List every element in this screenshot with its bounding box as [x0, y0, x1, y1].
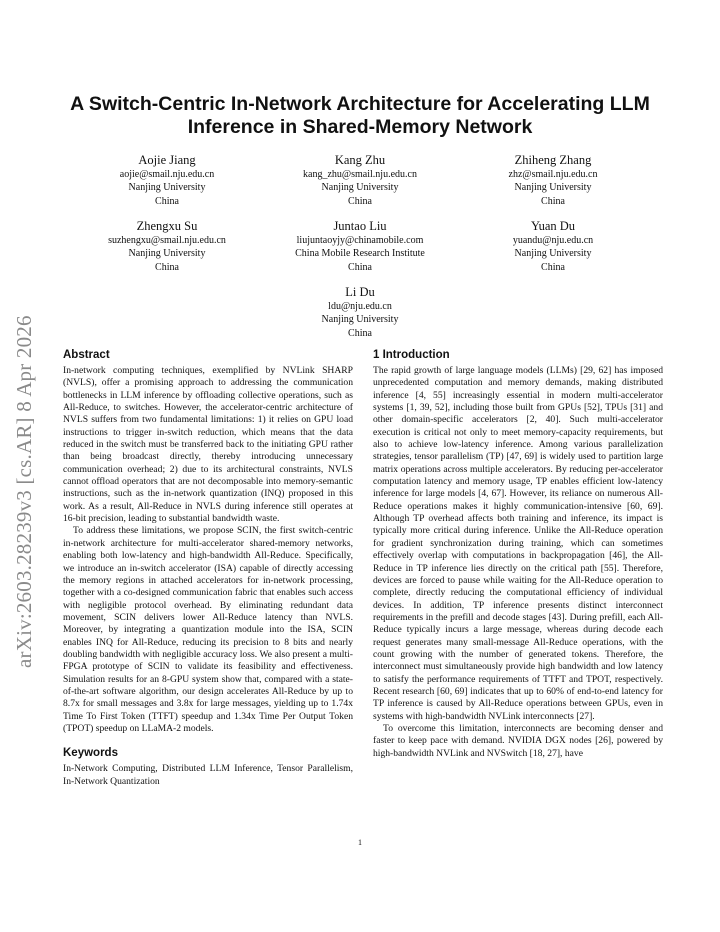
author-name: Yuan Du [530, 219, 576, 233]
author-affiliation: Nanjing University [514, 248, 592, 260]
title-line-2: Inference in Shared-Memory Network [187, 116, 533, 138]
author-email: aojie@smail.nju.edu.cn [119, 169, 215, 180]
keywords-text: In-Network Computing, Distributed LLM Inference, Tensor Parallelism, In-Network Quantization [63, 763, 353, 787]
author-name: Juntao Liu [333, 219, 387, 233]
author-country: China [155, 261, 179, 273]
author-country: China [541, 261, 565, 273]
left-column [63, 348, 353, 788]
author-country: China [541, 195, 565, 207]
author-block [443, 218, 663, 274]
author-block [250, 284, 470, 340]
introduction-paragraph: The rapid growth of large language models (LLMs) [29, 62] has imposed unprecedented computation and memory demands, making distributed inference [4, 55] increasingly essential in modern multi-accelerator systems [1, 39, 52], including those built from GPUs [52], TPUs [31] and other domain-specific accelerators [2, 40]. Such multi-accelerator execution is critical not only to meet memory-capacity requirements, but also to achieve low-latency inference. Among various parallelization strategies, tensor parallelism (TP) [47, 69] is widely used to partition large matrix operations across multiple accelerators. By reducing per-accelerator computation latency and memory usage, TP enables efficient low-latency inference for large models [4, 67]. However, its reliance on numerous All-Reduce operations makes it highly communication-intensive [60, 69]. Although TP overhead affects both training and inference, its impact is typically more critical during inference. Unlike the All-Reduce operation for gradient synchronization during training, which can sometimes effectively overlap with computations in backpropagation [46], the All-Reduce in TP inference lies directly on the critical path [55]. Therefore, devices are forced to pause while waiting for the All-Reduce operation to complete, directly reducing the computational efficiency of individual devices. In addition, TP inference presents distinct interconnect requirements in the prefill and decode stages [43]. During prefill, each All-Reduce typically incurs a large message, whereas during decode each request generates many small-message All-Reduce operations, with the count growing with the number of generated tokens. Therefore, the interconnect must simultaneously provide high bandwidth and low latency to satisfy the performance requirements of TTFT and TPOT, respectively. Recent research [60, 69] indicates that up to 60% of end-to-end latency for TP inference is caused by All-Reduce operations between GPUs, even in systems with high-bandwidth NVLink interconnects [27]. [373, 365, 663, 722]
author-affiliation: Nanjing University [321, 314, 399, 326]
author-email: zhz@smail.nju.edu.cn [508, 169, 598, 180]
author-country: China [348, 261, 372, 273]
author-name: Li Du [345, 285, 375, 299]
author-email: suzhengxu@smail.nju.edu.cn [108, 235, 226, 246]
author-country: China [348, 327, 372, 339]
right-column [373, 348, 663, 760]
author-affiliation: China Mobile Research Institute [295, 248, 425, 260]
author-email: kang_zhu@smail.nju.edu.cn [303, 169, 417, 180]
paper-title [60, 93, 660, 139]
author-name: Kang Zhu [334, 153, 386, 167]
author-affiliation: Nanjing University [128, 248, 206, 260]
author-country: China [348, 195, 372, 207]
keywords-heading: Keywords [63, 747, 118, 760]
author-name: Aojie Jiang [138, 153, 196, 167]
author-email: ldu@nju.edu.cn [328, 301, 392, 312]
author-block [57, 218, 277, 274]
author-block [57, 152, 277, 208]
author-block [250, 152, 470, 208]
arxiv-sidebar-stamp [8, 268, 40, 668]
title-line-1: A Switch-Centric In-Network Architecture for Accelerating LLM [70, 93, 650, 115]
author-email: yuandu@nju.edu.cn [512, 235, 594, 246]
author-name: Zhengxu Su [136, 219, 198, 233]
author-country: China [155, 195, 179, 207]
author-email: liujuntaoyjy@chinamobile.com [296, 235, 424, 246]
introduction-heading: 1 Introduction [373, 349, 450, 361]
introduction-paragraph: To overcome this limitation, interconnects are becoming denser and faster to keep pace with demand. NVIDIA DGX nodes [26], powered by high-bandwidth NVLink and NVSwitch [18, 27], have [373, 722, 663, 759]
arxiv-identifier: arXiv:2603.28239v3 [cs.AR] 8 Apr 2026 [12, 315, 36, 668]
author-name: Zhiheng Zhang [514, 153, 592, 167]
author-block [250, 218, 470, 274]
page-number: 1 [358, 838, 362, 847]
abstract-paragraph: To address these limitations, we propose SCIN, the first switch-centric in-network architecture for multi-accelerator shared-memory networks, enabling both low-latency and high-bandwidth All-Reduce. Specifically, we introduce an in-switch accelerator (ISA) capable of directly accessing the memory regions in attached accelerators for in-network processing, together with a co-designed communication fabric that enables such access with negligible protocol overhead. By eliminating redundant data movement, SCIN delivers lower All-Reduce latency than NVLS. Moreover, by integrating a quantization module into the ISA, SCIN enables INQ for All-Reduce, reducing its precision to 8 bits and nearly doubling bandwidth with negligible accuracy loss. We also present a multi-FPGA prototype of SCIN to validate its feasibility and effectiveness. Simulation results for an 8-GPU system show that, compared with a state-of-the-art software algorithm, our design accelerates All-Reduce by up to 8.7x for small messages and 3.8x for large messages, yielding up to 1.74x Time To First Token (TTFT) speedup and 1.34x Time Per Output Token (TPOT) speedup on LLaMA-2 models. [63, 525, 353, 734]
author-affiliation: Nanjing University [321, 182, 399, 194]
author-block [443, 152, 663, 208]
abstract-paragraph: In-network computing techniques, exemplified by NVLink SHARP (NVLS), offer a promising approach to addressing the communication bottlenecks in LLM inference by offloading collective operations, such as All-Reduce, to switches. However, the accelerator-centric architecture of NVLS suffers from two fundamental limitations: 1) it relies on GPU load instructions to trigger in-switch reduction, which means that the data reduced in the switch must be transferred back to the initiating GPU rather than being broadcast directly, thereby introducing unnecessary communication overhead; 2) due to its architectural constraints, NVLS cannot offload operators that are not decomposable into memory-semantic instructions, such as the in-network quantization (INQ) proposed in this work. As a result, All-Reduce in NVLS during inference still operates at 16-bit precision, leading to substantial bandwidth waste. [63, 365, 353, 525]
author-affiliation: Nanjing University [128, 182, 206, 194]
author-affiliation: Nanjing University [514, 182, 592, 194]
abstract-heading: Abstract [63, 349, 110, 361]
